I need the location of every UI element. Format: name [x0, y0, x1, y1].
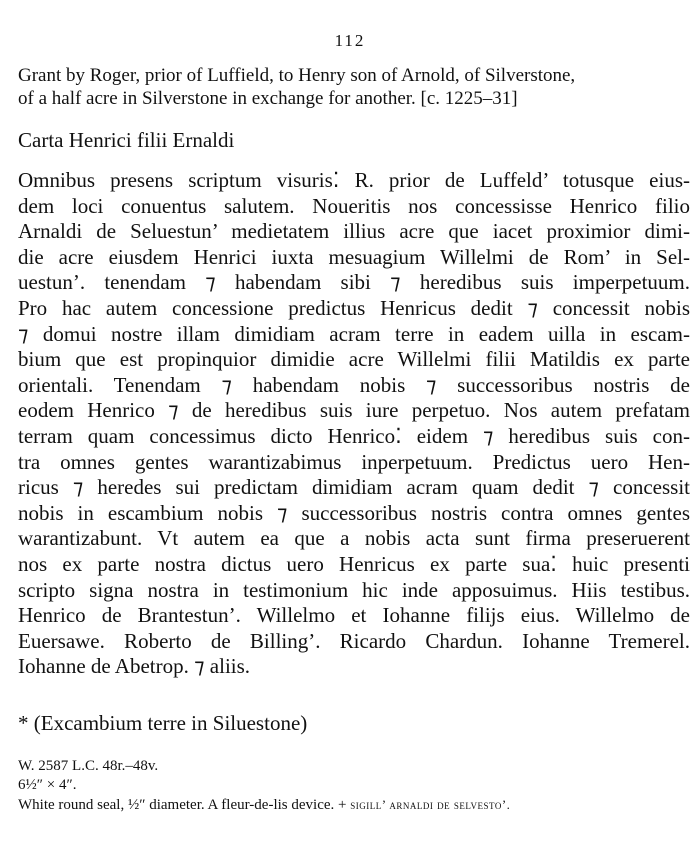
document-metadata: [18, 757, 690, 815]
seal-legend: sigill’ arnaldi de selvesto’.: [350, 797, 511, 812]
reference-line: W. 2587 L.C. 48r.–48v.: [18, 758, 159, 774]
charter-line: tra omnes gentes warantizabimus inperpetuum. Predictus uero Hen-: [18, 449, 690, 474]
charter-line: scripto signa nostra in testimonium hic inde apposuimus. Hiis testibus.: [18, 577, 690, 602]
charter-line: bium que est propinquior dimidie acre Willelmi filii Matildis ex parte: [18, 347, 690, 372]
charter-line: Iohanne de Abetrop. ⁊ aliis.: [18, 654, 251, 679]
charter-line: eodem Henrico ⁊ de heredibus suis iure perpetuo. Nos autem prefatam: [18, 398, 690, 423]
charter-line: ricus ⁊ heredes sui predictam dimidiam acram quam dedit ⁊ concessit: [18, 475, 690, 500]
endorsement-note: * (Excambium terre in Siluestone): [18, 711, 308, 735]
charter-line: Omnibus presens scriptum visuris⁚ R. prior de Luffeld’ totusque eius-: [18, 168, 690, 192]
charter-line: warantizabunt. Vt autem ea que a nobis acta sunt firma preseruerent: [18, 526, 690, 551]
charter-line: ⁊ domui nostre illam dimidiam acram terre in eadem uilla in escam-: [18, 321, 690, 346]
charter-line: Henrico de Brantestun’. Willelmo et Iohanne filijs eius. Willelmo de: [18, 603, 690, 628]
seal-description: [18, 795, 690, 815]
charter-line: terram quam concessimus dicto Henrico⁚ eidem ⁊ heredibus suis con-: [18, 423, 690, 448]
charter-heading: Carta Henrici filii Ernaldi: [18, 128, 235, 152]
summary-line: of a half acre in Silverstone in exchange for another. [c. 1225–31]: [18, 88, 518, 109]
charter-line: Arnaldi de Seluestun’ medietatem illius acre que iacet proximior dimi-: [18, 219, 690, 244]
seal-text: White round seal, ½″ diameter. A fleur-de-lis device. +: [18, 797, 351, 813]
charter-summary: [18, 64, 690, 110]
charter-line: Pro hac autem concessione predictus Henricus dedit ⁊ concessit nobis: [18, 295, 690, 320]
summary-line: Grant by Roger, prior of Luffield, to Henry son of Arnold, of Silverstone,: [18, 65, 576, 86]
charter-line: orientali. Tenendam ⁊ habendam nobis ⁊ successoribus nostris de: [18, 372, 690, 397]
charter-line: Euersawe. Roberto de Billing’. Ricardo Chardun. Iohanne Tremerel.: [18, 628, 690, 653]
charter-text: [18, 168, 690, 680]
charter-line: die acre eiusdem Henrici iuxta mesuagium Willelmi de Rom’ in Sel-: [18, 244, 690, 269]
charter-line: nos ex parte nostra dictus uero Henricus ex parte sua⁚ huic presenti: [18, 551, 690, 576]
charter-line: dem loci conuentus salutem. Noueritis nos concessisse Henrico filio: [18, 193, 690, 218]
page-number: 112: [334, 31, 366, 50]
charter-line: uestun’. tenendam ⁊ habendam sibi ⁊ heredibus suis imperpetuum.: [18, 270, 690, 295]
size-line: 6½″ × 4″.: [18, 777, 77, 793]
charter-line: nobis in escambium nobis ⁊ successoribus nostris contra omnes gentes: [18, 500, 690, 525]
